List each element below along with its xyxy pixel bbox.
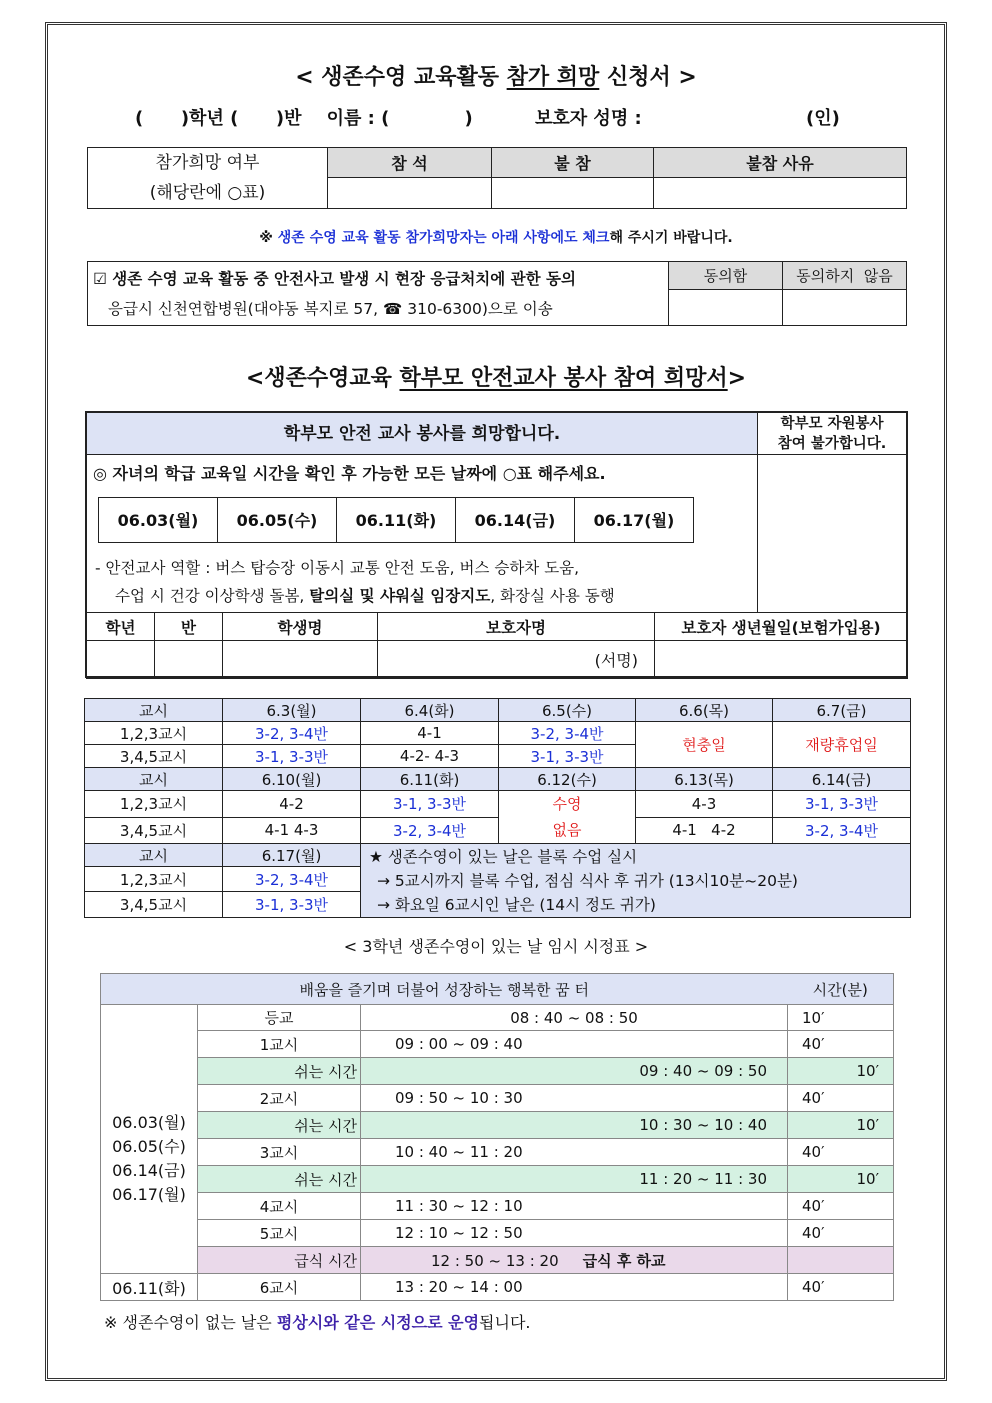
schedule-item: 쉬는 시간 <box>198 1166 361 1193</box>
col-student: 학생명 <box>223 613 378 641</box>
date-option[interactable]: 06.14(금) <box>455 497 575 543</box>
class-assignment: 3-1, 3-3반 <box>223 892 361 918</box>
no-swim-cell: 수영 없음 <box>499 791 636 844</box>
footer-note: ※ 생존수영이 없는 날은 평상시와 같은 시정으로 운영됩니다. <box>104 1313 531 1332</box>
schedule-time: 13 : 20 ~ 14 : 00 <box>361 1274 788 1301</box>
date-header: 6.10(월) <box>223 768 361 791</box>
participation-table <box>87 147 907 209</box>
student-cell[interactable] <box>223 641 378 679</box>
date-header: 6.5(수) <box>499 699 636 722</box>
school-motto: 배움을 즐기며 더불어 성장하는 행복한 꿈 터 <box>101 974 788 1005</box>
schedule-time: 10 : 30 ~ 10 : 40 <box>361 1112 788 1139</box>
period-label: 1,2,3교시 <box>85 791 223 818</box>
class-cell[interactable] <box>155 641 223 679</box>
schedule-time: 12 : 50 ~ 13 : 20 급식 후 하교 <box>361 1247 788 1274</box>
grade-cell[interactable] <box>87 641 155 679</box>
date-header: 6.13(목) <box>636 768 773 791</box>
absent-header: 불 참 <box>492 148 654 178</box>
dates-area <box>87 455 758 612</box>
absent-reason-header: 불참 사유 <box>654 148 907 178</box>
tuesday-day: 06.11(화) <box>101 1274 198 1301</box>
cannot-cell[interactable] <box>758 455 906 612</box>
date-header: 6.17(월) <box>223 844 361 867</box>
schedule-minutes: 40′ <box>788 1031 894 1058</box>
schedule-item: 4교시 <box>198 1193 361 1220</box>
schedule-minutes: 40′ <box>788 1193 894 1220</box>
schedule-caption: < 3학년 생존수영이 있는 날 임시 시정표 > <box>343 937 649 956</box>
date-option[interactable]: 06.03(월) <box>98 497 218 543</box>
schedule-item: 등교 <box>198 1005 361 1031</box>
schedule-minutes: 10′ <box>788 1166 894 1193</box>
period-header: 교시 <box>85 768 223 791</box>
closed-day-cell: 재량휴업일 <box>773 722 911 768</box>
col-grade: 학년 <box>87 613 155 641</box>
class-assignment: 4-1 4-2 <box>636 817 773 844</box>
holiday-cell: 현충일 <box>636 722 773 768</box>
schedule-item: 쉬는 시간 <box>198 1112 361 1139</box>
col-guardian: 보호자명 <box>378 613 655 641</box>
disagree-cell[interactable] <box>783 290 907 326</box>
class-assignment: 3-2, 3-4반 <box>223 722 361 745</box>
volunteer-form <box>85 411 908 678</box>
form1-title: < 생존수영 교육활동 참가 희망 신청서 > <box>295 65 697 90</box>
date-options <box>99 497 694 543</box>
col-birthdate: 보호자 생년월일(보험가입용) <box>655 613 908 641</box>
participation-note: ※ 생존 수영 교육 활동 참가희망자는 아래 사항에도 체크해 주시기 바랍니다. <box>259 230 733 246</box>
class-assignment: 4-1 <box>361 722 499 745</box>
student-info-line[interactable]: ( )학년 ( )반 이름 : ( ) <box>135 108 473 129</box>
role-line-2: 수업 시 건강 이상학생 돌봄, 탈의실 및 샤워실 임장지도, 화장실 사용 동행 <box>115 587 615 605</box>
class-assignment: 3-2, 3-4반 <box>223 867 361 892</box>
signature-label: (서명) <box>594 651 638 670</box>
guardian-cell[interactable] <box>378 641 655 679</box>
participation-label: 참가희망 여부 (해당란에 ○표) <box>88 148 328 209</box>
schedule-minutes: 40′ <box>788 1274 894 1301</box>
schedule-item: 2교시 <box>198 1085 361 1112</box>
schedule-minutes: 40′ <box>788 1139 894 1166</box>
block-class-note: ★ 생존수영이 있는 날은 블록 수업 실시 → 5교시까지 블록 수업, 점심 식사 후 귀가 (13시10분~20분) → 화요일 6교시인 날은 (14시 정도 귀가) <box>361 844 911 918</box>
period-label: 1,2,3교시 <box>85 722 223 745</box>
schedule-time: 11 : 20 ~ 11 : 30 <box>361 1166 788 1193</box>
schedule-minutes: 10′ <box>788 1058 894 1085</box>
class-assignment: 3-2, 3-4반 <box>773 817 911 844</box>
schedule-time: 09 : 40 ~ 09 : 50 <box>361 1058 788 1085</box>
swim-timetable <box>84 698 911 918</box>
schedule-minutes: 10′ <box>788 1005 894 1031</box>
date-header: 6.12(수) <box>499 768 636 791</box>
date-header: 6.4(화) <box>361 699 499 722</box>
schedule-minutes: 10′ <box>788 1112 894 1139</box>
schedule-item: 급식 시간 <box>198 1247 361 1274</box>
date-option[interactable]: 06.17(월) <box>574 497 694 543</box>
schedule-minutes <box>788 1247 894 1274</box>
attend-cell[interactable] <box>328 178 492 209</box>
volunteer-info-table <box>86 612 908 679</box>
schedule-item: 3교시 <box>198 1139 361 1166</box>
class-assignment: 3-1, 3-3반 <box>361 791 499 818</box>
disagree-header: 동의하지 않음 <box>783 262 907 290</box>
period-header: 교시 <box>85 699 223 722</box>
class-assignment: 3-2, 3-4반 <box>361 817 499 844</box>
absent-cell[interactable] <box>492 178 654 209</box>
schedule-time: 09 : 50 ~ 10 : 30 <box>361 1085 788 1112</box>
agree-header: 동의함 <box>669 262 783 290</box>
date-header: 6.11(화) <box>361 768 499 791</box>
instruction-text: ◎ 자녀의 학급 교육일 시간을 확인 후 가능한 모든 날짜에 ○표 해주세요. <box>93 464 606 483</box>
class-assignment: 3-1, 3-3반 <box>499 745 636 768</box>
period-label: 3,4,5교시 <box>85 745 223 768</box>
lunch-dismissal: 급식 후 하교 <box>582 1251 666 1270</box>
attend-header: 참 석 <box>328 148 492 178</box>
period-label: 3,4,5교시 <box>85 892 223 918</box>
schedule-minutes: 40′ <box>788 1220 894 1247</box>
schedule-table <box>100 973 894 1301</box>
absent-reason-cell[interactable] <box>654 178 907 209</box>
date-header: 6.6(목) <box>636 699 773 722</box>
class-assignment: 4-2- 4-3 <box>361 745 499 768</box>
swim-days: 06.03(월) 06.05(수) 06.14(금) 06.17(월) <box>101 1005 198 1274</box>
col-class: 반 <box>155 613 223 641</box>
schedule-time: 09 : 00 ~ 09 : 40 <box>361 1031 788 1058</box>
schedule-item: 1교시 <box>198 1031 361 1058</box>
date-option[interactable]: 06.05(수) <box>217 497 337 543</box>
schedule-minutes: 40′ <box>788 1085 894 1112</box>
schedule-item: 쉬는 시간 <box>198 1058 361 1085</box>
guardian-sign-label: 보호자 성명 : <box>535 108 642 129</box>
consent-text: ☑ 생존 수영 교육 활동 중 안전사고 발생 시 현장 응급처치에 관한 동의 응급시 신천연합병원(대야동 복지로 57, ☎ 310-6300)으로 이송 <box>88 262 669 326</box>
date-header: 6.7(금) <box>773 699 911 722</box>
schedule-item: 6교시 <box>198 1274 361 1301</box>
class-assignment: 4-3 <box>636 791 773 818</box>
class-assignment: 3-1, 3-3반 <box>223 745 361 768</box>
class-assignment: 4-1 4-3 <box>223 817 361 844</box>
schedule-item: 5교시 <box>198 1220 361 1247</box>
date-header: 6.14(금) <box>773 768 911 791</box>
period-label: 1,2,3교시 <box>85 867 223 892</box>
schedule-time: 08 : 40 ~ 08 : 50 <box>361 1005 788 1031</box>
consent-table <box>87 261 907 326</box>
class-assignment: 4-2 <box>223 791 361 818</box>
schedule-time: 10 : 40 ~ 11 : 20 <box>361 1139 788 1166</box>
date-option[interactable]: 06.11(화) <box>336 497 456 543</box>
period-header: 교시 <box>85 844 223 867</box>
seal-mark: (인) <box>806 108 840 129</box>
schedule-time: 11 : 30 ~ 12 : 10 <box>361 1193 788 1220</box>
form2-title: <생존수영교육 학부모 안전교사 봉사 참여 희망서> <box>245 366 747 391</box>
birthdate-cell[interactable] <box>655 641 908 679</box>
cannot-header: 학부모 자원봉사 참여 불가합니다. <box>758 413 906 455</box>
class-assignment: 3-2, 3-4반 <box>499 722 636 745</box>
period-label: 3,4,5교시 <box>85 817 223 844</box>
class-assignment: 3-1, 3-3반 <box>773 791 911 818</box>
minutes-header: 시간(분) <box>788 974 894 1005</box>
date-header: 6.3(월) <box>223 699 361 722</box>
agree-cell[interactable] <box>669 290 783 326</box>
role-line-1: - 안전교사 역할 : 버스 탑승장 이동시 교통 안전 도움, 버스 승하차 도움, <box>95 559 580 577</box>
wish-header: 학부모 안전 교사 봉사를 희망합니다. <box>87 413 758 455</box>
schedule-time: 12 : 10 ~ 12 : 50 <box>361 1220 788 1247</box>
